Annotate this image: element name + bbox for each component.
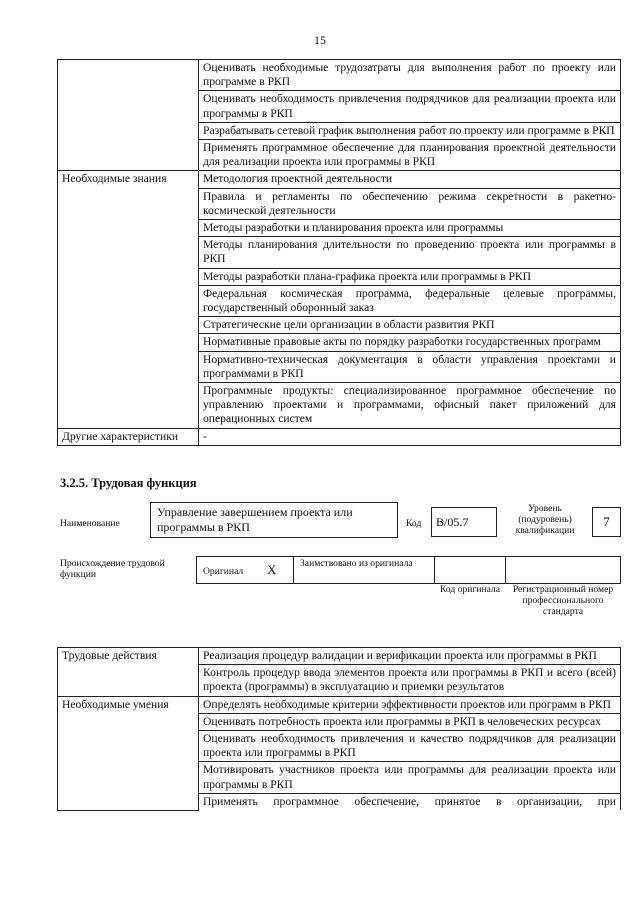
table-cell: - (199, 428, 621, 445)
skills-knowledge-table (57, 59, 621, 446)
table-row (58, 171, 621, 188)
table-cell: Оценивать необходимые трудозатраты для выполнения работ по проекту или программе в РКП (199, 60, 621, 91)
reg-number-cell (505, 556, 621, 584)
table-row (58, 696, 621, 713)
table-cell: Нормативные правовые акты по порядку разработки государственных программ (199, 334, 621, 351)
table-cell: Программные продукты: специализированное программное обеспечение по управлению проектами и программами, офисный пакет приложений для операционных систем (199, 383, 621, 429)
code-original-label: Код оригинала (439, 584, 501, 595)
table-row (58, 648, 621, 665)
section-title: 3.2.5. Трудовая функция (60, 476, 197, 490)
row-label-skills: Необходимые умения (58, 696, 199, 810)
table-cell: Методы разработки и планирования проекта или программы (199, 220, 621, 237)
table-cell: Оценивать необходимость привлечения и качество подрядчиков для реализации проекта или программы в РКП (199, 731, 621, 762)
table-cell: Федеральная космическая программа, федеральные целевые программы, государственный оборонный заказ (199, 285, 621, 316)
borrowed-cell: Заимствовано из оригинала (293, 556, 435, 584)
table-cell: Методы планирования длительности по проведению проекта или программы в РКП (199, 237, 621, 268)
table-cell: Оценивать необходимость привлечения подрядчиков для реализации проекта или программы в РКП (199, 91, 621, 122)
original-mark: X (267, 562, 277, 577)
origin-label: Происхождение трудовой функции (60, 558, 165, 580)
code-label: Код (406, 518, 422, 529)
code-original-cell (434, 556, 506, 584)
level-value: 7 (592, 507, 621, 537)
name-value: Управление завершением проекта или программы в РКП (150, 502, 398, 538)
reg-number-label: Регистрационный номер профессионального стандарта (512, 584, 614, 617)
labor-actions-table (57, 647, 621, 811)
row-label-actions: Трудовые действия (58, 648, 199, 697)
table-cell: Стратегические цели организации в области развития РКП (199, 317, 621, 334)
table-cell: Методы разработки плана-графика проекта или программы в РКП (199, 268, 621, 285)
table-cell: Методология проектной деятельности (199, 171, 621, 188)
row-label-other: Другие характеристики (58, 428, 199, 445)
table-cell: Контроль процедур ввода элементов проекта или программы в РКП и всего (всей) проекта (программы) в эксплуатацию и приемки результатов (199, 665, 621, 696)
table-cell: Реализация процедур валидации и верификации проекта или программы в РКП (199, 648, 621, 665)
code-value: B/05.7 (431, 507, 497, 537)
table-cell: Применять программное обеспечение для планирования проектной деятельности для реализации проекта или программы в РКП (199, 140, 621, 171)
row-label-knowledge: Необходимые знания (58, 171, 199, 428)
table-row (58, 60, 621, 91)
row-label (58, 60, 199, 171)
table-cell: Применять программное обеспечение, принятое в организации, при (199, 793, 621, 810)
table-cell: Мотивировать участников проекта или программы для реализации проекта или программы в РКП (199, 762, 621, 793)
table-row (58, 428, 621, 445)
table-cell: Оценивать потребность проекта или программы в РКП в человеческих ресурсах (199, 713, 621, 730)
level-label: Уровень (подуровень) квалификации (515, 503, 575, 536)
original-label: Оригинал (203, 566, 244, 577)
table-cell: Определять необходимые критерии эффективности проектов или программ в РКП (199, 696, 621, 713)
page-number: 15 (314, 33, 326, 47)
table-cell: Нормативно-техническая документация в области управления проектами и программами в РКП (199, 351, 621, 382)
table-cell: Разрабатывать сетевой график выполнения работ по проекту или программе в РКП (199, 122, 621, 139)
name-label: Наименование (60, 518, 120, 529)
table-cell: Правила и регламенты по обеспечению режима секретности в ракетно-космической деятельности (199, 188, 621, 219)
original-cell (196, 556, 294, 584)
